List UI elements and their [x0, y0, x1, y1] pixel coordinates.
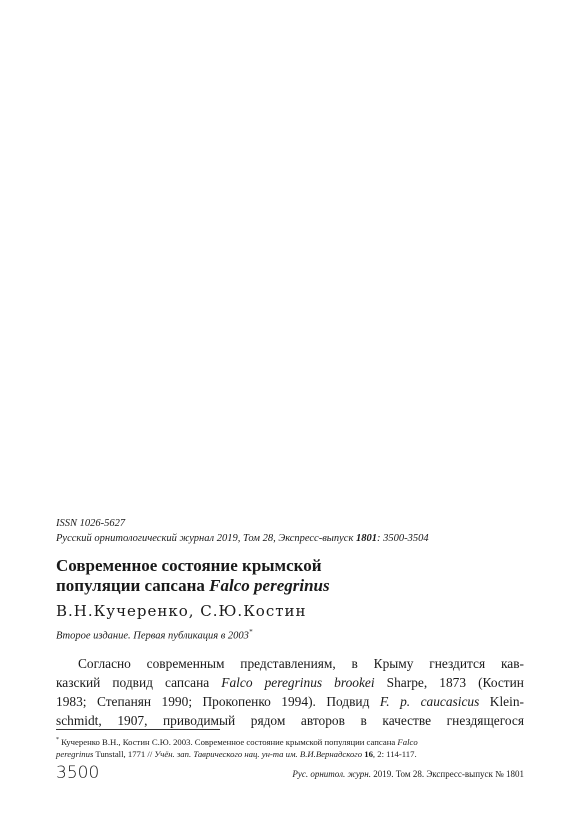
title-line-2-prefix: популяции сапсана — [56, 576, 210, 595]
body-line-3 — [56, 692, 524, 711]
footnote-latin-2: peregrinus — [56, 748, 94, 759]
journal-pages: : 3500-3504 — [377, 533, 429, 544]
edition-footnote-mark: * — [248, 628, 253, 636]
edition-text: Второе издание. Первая публикация в 2003 — [56, 630, 249, 642]
body-line-4: schmidt, 1907, приводимый рядом авторов в качестве гнездящегося — [56, 713, 524, 728]
body-line-3c: Klein- — [479, 694, 524, 709]
footnote-line-2 — [56, 748, 524, 760]
body-line-2c: Sharpe, 1873 (Костин — [374, 675, 524, 690]
journal-name: Русский орнитологический журнал 2019, Том 28, Экспресс-выпуск — [56, 533, 356, 544]
body-line-1: Согласно современным представлениям, в Крыму гнездится кав- — [78, 656, 524, 671]
footnote-mark: * — [56, 737, 59, 743]
article-title — [56, 556, 330, 596]
running-footer — [292, 769, 524, 779]
authors: В.Н.Кучеренко, С.Ю.Костин — [56, 602, 307, 620]
footnote-line-2b: Tunstall, 1771 // — [93, 748, 155, 759]
title-line-1: Современное состояние крымской — [56, 556, 322, 575]
title-line-2 — [56, 576, 330, 596]
footnote-divider — [56, 729, 220, 730]
footnote-line-1 — [56, 734, 524, 748]
body-latin-1: Falco peregrinus brookei — [221, 675, 375, 690]
journal-issue: 1801 — [356, 533, 377, 544]
title-latin-name: Falco peregrinus — [209, 576, 330, 595]
footnote-latin-1: Falco — [397, 736, 418, 747]
footnote-volume: 16 — [362, 748, 373, 759]
body-line-2 — [56, 673, 524, 692]
footnote-line-1a: Кучеренко В.Н., Костин С.Ю. 2003. Современное состояние крымской популяции сапсана — [59, 736, 398, 747]
body-latin-2: F. p. caucasicus — [379, 694, 480, 709]
journal-citation — [56, 533, 429, 544]
running-issue-info: 2019. Том 28. Экспресс-выпуск № 1801 — [370, 769, 524, 779]
issn: ISSN 1026-5627 — [56, 518, 126, 529]
footnote-pages: , 2: 114-117. — [372, 748, 417, 759]
edition-note — [56, 628, 252, 642]
footnote — [56, 734, 524, 760]
page-number: 3500 — [56, 763, 100, 783]
footnote-source: Учён. зап. Таврического нац. ун-та им. В.И.Вернадского — [154, 748, 363, 759]
body-line-3a: 1983; Степанян 1990; Прокопенко 1994). Подвид — [56, 694, 380, 709]
body-line-2a: казский подвид сапсана — [56, 675, 222, 690]
running-journal-abbrev: Рус. орнитол. журн. — [292, 769, 371, 779]
body-text — [56, 654, 524, 730]
